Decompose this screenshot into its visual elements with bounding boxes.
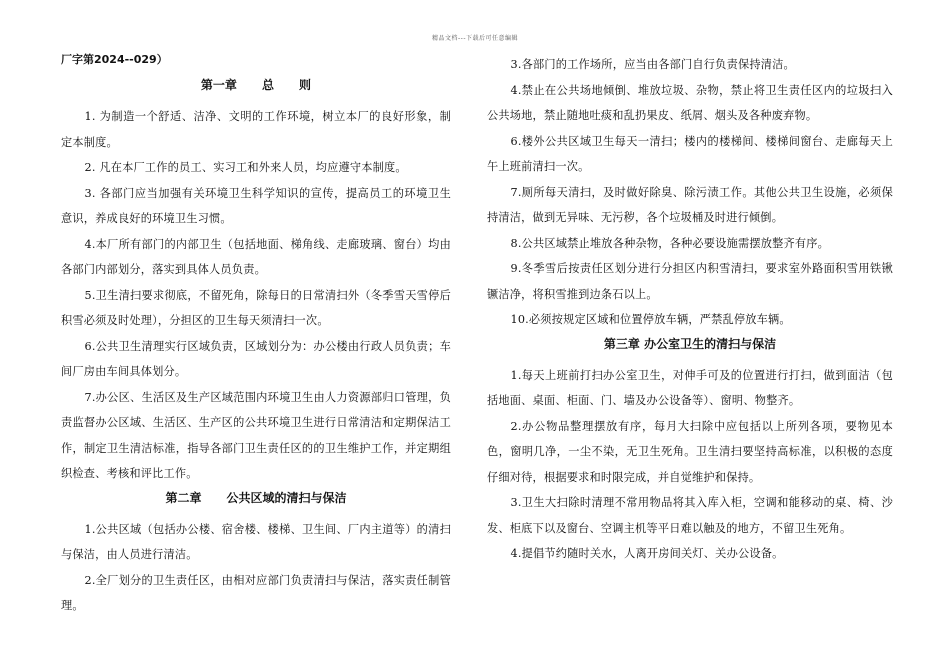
chapter1-item-4: 4.本厂所有部门的内部卫生（包括地面、梯角线、走廊玻璃、窗台）均由各部门内部划分，落实到具体人员负责。 xyxy=(61,237,451,276)
page-watermark: 精品文档---下载后可任意编辑 xyxy=(432,35,518,42)
chapter1-item-1: 1. 为制造一个舒适、洁净、文明的工作环境，树立本厂的良好形象，制定本制度。 xyxy=(61,110,451,149)
chapter3-title: 第三章 办公室卫生的清扫与保洁 xyxy=(603,336,777,351)
chapter3-item-3: 3.卫生大扫除时清理不常用物品将其入库入柜，空调和能移动的桌、椅、沙发、柜底下以及窗台、空调主机等平日难以触及的地方，不留卫生死角。 xyxy=(487,496,893,535)
chapter2-item-1: 1.公共区域（包括办公楼、宿舍楼、楼梯、卫生间、厂内主道等）的清扫与保洁，由人员进行清洁。 xyxy=(61,522,451,561)
chapter3-item-2: 2.办公物品整理摆放有序，每月大扫除中应包括以上所列各项，要物见本色，窗明几净，一尘不染，无卫生死角。卫生清扫要坚持高标准，以积极的态度仔细对待，根据要求和时限完成，并自觉维护和保持。 xyxy=(487,419,893,484)
chapter1-item-6: 6.公共卫生清理实行区域负责，区域划分为：办公楼由行政人员负责；车间厂房由车间具体划分。 xyxy=(61,339,451,378)
chapter3-item-1: 1.每天上班前打扫办公室卫生，对伸手可及的位置进行打扫，做到面洁（包括地面、桌面、柜面、门、墙及办公设备等）、窗明、物整齐。 xyxy=(487,368,893,407)
chapter1-item-3: 3. 各部门应当加强有关环境卫生科学知识的宣传，提高员工的环境卫生意识，养成良好的环境卫生习惯。 xyxy=(61,186,451,225)
chapter2-item-7: 7.厕所每天清扫，及时做好除臭、除污渍工作。其他公共卫生设施，必须保持清洁，做到无异味、无污秽，各个垃圾桶及时进行倾倒。 xyxy=(487,185,893,224)
right-column xyxy=(487,52,893,567)
chapter3-item-4: 4.提倡节约随时关水，人离开房间关灯、关办公设备。 xyxy=(510,547,784,560)
chapter1-item-5: 5.卫生清扫要求彻底，不留死角，除每日的日常清扫外（冬季雪天雪停后积雪必须及时处理），分担区的卫生每天须清扫一次。 xyxy=(61,288,451,327)
left-column xyxy=(61,52,451,619)
chapter2-item-2: 2.全厂划分的卫生责任区，由相对应部门负责清扫与保洁，落实责任制管理。 xyxy=(61,573,451,612)
chapter1-item-2: 2. 凡在本厂工作的员工、实习工和外来人员，均应遵守本制度。 xyxy=(84,161,407,174)
chapter2-item-3: 3.各部门的工作场所，应当由各部门自行负责保持清洁。 xyxy=(510,58,795,71)
chapter2-item-9: 9.冬季雪后按责任区划分进行分担区内积雪清扫，要求室外路面积雪用铁锹镢洁净，将积雪推到边条石以上。 xyxy=(487,262,893,301)
chapter2-item-6: 6.楼外公共区域卫生每天一清扫；楼内的楼梯间、楼梯间窗台、走廊每天上午上班前清扫一次。 xyxy=(487,134,893,173)
chapter1-item-7: 7.办公区、生活区及生产区域范围内环境卫生由人力资源部归口管理，负责监督办公区域、生活区、生产区的公共环境卫生进行日常清洁和定期保洁工作，制定卫生清洁标准，指导各部门卫生责任区的的卫生维护工作，并定期组织检查、考核和评比工作。 xyxy=(61,390,451,480)
chapter2-item-8: 8.公共区域禁止堆放各种杂物，各种必要设施需摆放整齐有序。 xyxy=(510,236,830,250)
chapter1-title: 第一章 总 则 xyxy=(200,78,312,92)
document-number: 厂字第2024--029） xyxy=(61,53,168,66)
chapter2-item-4: 4.禁止在公共场地倾倒、堆放垃圾、杂物，禁止将卫生责任区内的垃圾扫入公共场地，禁止随地吐痰和乱扔果皮、纸屑、烟头及各种废弃物。 xyxy=(487,83,893,122)
chapter2-item-10: 10.必须按规定区域和位置停放车辆，严禁乱停放车辆。 xyxy=(510,313,791,326)
chapter2-title: 第二章 公共区域的清扫与保洁 xyxy=(165,490,347,505)
